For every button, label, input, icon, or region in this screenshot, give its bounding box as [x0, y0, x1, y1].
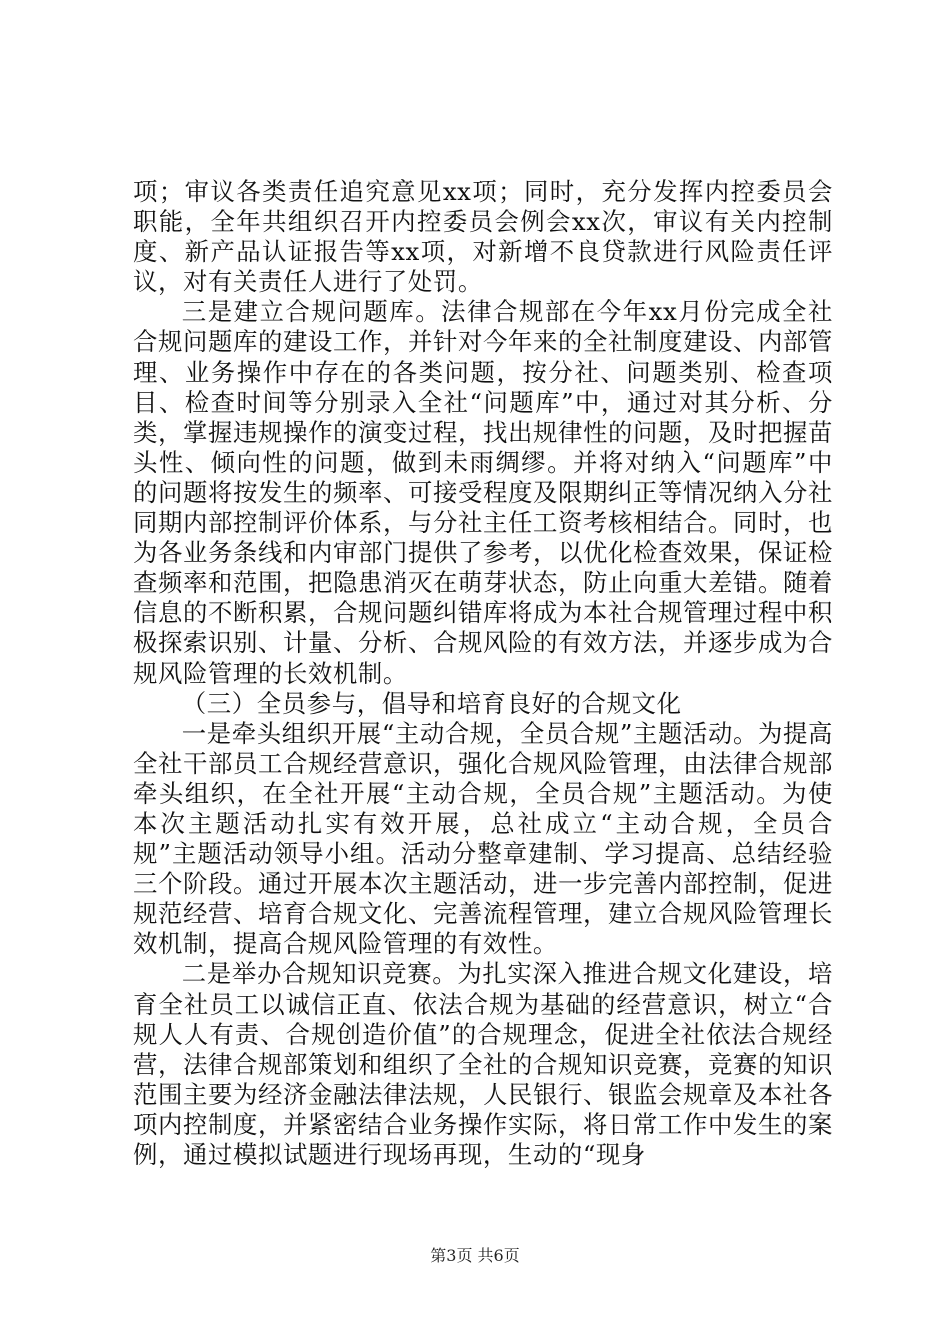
paragraph-1: 项；审议各类责任追究意见xx项；同时，充分发挥内控委员会职能，全年共组织召开内控委员会例会xx次，审议有关内控制度、新产品认证报告等xx项，对新增不良贷款进行风险责任评议，对有关责任人进行了处罚。 — [133, 177, 833, 297]
section-heading-3: （三）全员参与，倡导和培育良好的合规文化 — [181, 688, 682, 718]
body-text — [133, 177, 833, 1170]
paragraph-4: 一是牵头组织开展“主动合规，全员合规”主题活动。为提高全社干部员工合规经营意识，强化合规风险管理，由法律合规部牵头组织，在全社开展“主动合规，全员合规”主题活动。为使本次主题活动扎实有效开展，总社成立“主动合规，全员合规”主题活动领导小组。活动分整章建制、学习提高、总结经验三个阶段。通过开展本次主题活动，进一步完善内部控制，促进规范经营、培育合规文化、完善流程管理，建立合规风险管理长效机制，提高合规风险管理的有效性。 — [133, 718, 833, 959]
page-number-footer: 第3页 共6页 — [430, 1246, 520, 1265]
paragraph-2: 三是建立合规问题库。法律合规部在今年xx月份完成全社合规问题库的建设工作，并针对今年来的全社制度建设、内部管理、业务操作中存在的各类问题，按分社、问题类别、检查项目、检查时间等分别录入全社“问题库”中，通过对其分析、分类，掌握违规操作的演变过程，找出规律性的问题，及时把握苗头性、倾向性的问题，做到未雨绸缪。并将对纳入“问题库”中的问题将按发生的频率、可接受程度及限期纠正等情况纳入分社同期内部控制评价体系，与分社主任工资考核相结合。同时，也为各业务条线和内审部门提供了参考，以优化检查效果，保证检查频率和范围，把隐患消灭在萌芽状态，防止向重大差错。随着信息的不断积累，合规问题纠错库将成为本社合规管理过程中积极探索识别、计量、分析、合规风险的有效方法，并逐步成为合规风险管理的长效机制。 — [133, 297, 833, 688]
paragraph-5: 二是举办合规知识竞赛。为扎实深入推进合规文化建设，培育全社员工以诚信正直、依法合规为基础的经营意识，树立“合规人人有责、合规创造价值”的合规理念，促进全社依法合规经营，法律合规部策划和组织了全社的合规知识竞赛，竞赛的知识范围主要为经济金融法律法规，人民银行、银监会规章及本社各项内控制度，并紧密结合业务操作实际，将日常工作中发生的案例，通过模拟试题进行现场再现，生动的“现身 — [133, 959, 833, 1169]
